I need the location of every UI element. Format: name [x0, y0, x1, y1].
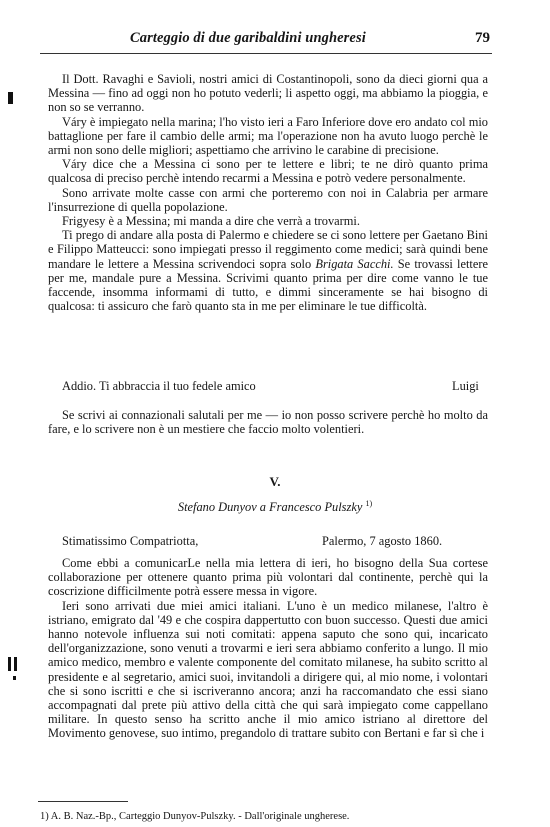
paragraph: Il Dott. Ravaghi e Savioli, nostri amici di Costantinopoli, sono da dieci giorni qua a Messina — fino ad oggi non ho potuto vederli; li aspetto oggi, ma abbiamo la pioggia, e non so se verranno.	[48, 72, 488, 115]
page-header	[130, 30, 490, 50]
footnote-rule	[38, 801, 128, 802]
paragraph: Sono arrivate molte casse con armi che porteremo con noi in Calabria per armare l'insurrezione di quella popolazione.	[48, 185, 488, 214]
letter-heading	[0, 499, 550, 515]
page-number: 79	[475, 30, 490, 46]
section-number: V.	[269, 474, 281, 489]
signature: Luigi	[452, 379, 479, 393]
paragraph	[48, 228, 488, 313]
margin-mark	[13, 676, 16, 680]
dateline: Palermo, 7 agosto 1860.	[322, 534, 443, 548]
letter-v-body	[48, 556, 488, 741]
paragraph: Váry è impiegato nella marina; l'ho visto ieri a Faro Inferiore dove ero andato col mio battaglione per fare il cambio delle armi; ma l'operazione non ha avuto luogo perchè le armi non sono delle migliori; aspettiamo che arrivino le carabine di precisione.	[48, 114, 488, 158]
closing-line	[62, 379, 488, 394]
paragraph: Ieri sono arrivati due miei amici italiani. L'uno è un medico milanese, l'altro è istriano, emigrato dal '49 e che cospira dappertutto con buon successo. Questi due amici hanno notevole influenza sui noti comitati: appena saputo che sono qui, incaricato dell'organizzazione, sono venuti a trovarmi e ieri sera abbiamo conferito a lungo. Il mio amico medico, membro e valente componente del comitato milanese, ha subito scritto al presidente e al segretario, amici suoi, invitandoli a dirigere qui, al mio nome, i volontari che si sono iscritti e che si iscriveranno ancora; anzi ha raccomandato che essi siano accompagnati dal prete più attivo della città che qui sarà impiegato come cappellano militare. In questo senso ha scritto anche il mio amico istriano al direttore del Movimento genovese, suo intimo, pregandolo di trattare subito con Bertani e far sì che i	[48, 598, 488, 741]
paragraph: Frigyesy è a Messina; mi manda a dire che verrà a trovarmi.	[62, 214, 360, 229]
paragraph: Come ebbi a comunicarLe nella mia lettera di ieri, ho bisogno della Sua cortese collaborazione per ottenere quanto prima più volontari dal continente, perchè qui la coscrizione difficilmente potrà essere messa in vigore.	[48, 556, 488, 599]
closing: Addio. Ti abbraccia il tuo fedele amico	[62, 379, 256, 393]
margin-mark	[8, 657, 11, 671]
footnote-ref: 1)	[365, 499, 373, 508]
header-rule	[40, 53, 492, 54]
footnote: 1) A. B. Naz.-Bp., Carteggio Dunyov-Pulszky. - Dall'originale ungherese.	[40, 811, 350, 822]
letter-heading-text: Stefano Dunyov a Francesco Pulszky	[177, 500, 363, 515]
margin-mark	[8, 92, 13, 104]
letter-body	[48, 72, 488, 313]
postscript-text: Se scrivi ai connazionali salutali per me — io non posso scrivere perchè ho molto da fare, e lo scrivere non è un mestiere che faccio molto volentieri.	[48, 408, 488, 437]
postscript	[48, 408, 488, 436]
paragraph-text: Se trovassi lettere per me, mandale pure a Messina. Scrivimi quanto prima per dire come vanno le tue faccende, insomma informami di tutto, e dimmi sinceramente se hai bisogno di qualcosa: ti assicuro che farò quanto sta in me per eliminare le tue difficoltà.	[48, 256, 488, 314]
margin-mark	[14, 657, 17, 671]
brigade-name: Brigata Sacchi.	[315, 256, 394, 271]
paragraph-text: Ti prego di andare alla posta di Palermo e chiedere se ci sono lettere per Gaetano Bini e Filippo Matteucci: sono impiegati presso il reggimento come medici; sarà quindi bene mandare le lettere a Messina scrivendoci sopra solo	[48, 228, 488, 271]
paragraph: Váry dice che a Messina ci sono per te lettere e libri; te ne dirò quanto prima qualcosa di preciso perchè intendo recarmi a Messina e potrò vedere personalmente.	[48, 157, 488, 186]
salutation: Stimatissimo Compatriotta,	[62, 534, 199, 548]
running-title: Carteggio di due garibaldini ungheresi	[130, 30, 366, 46]
